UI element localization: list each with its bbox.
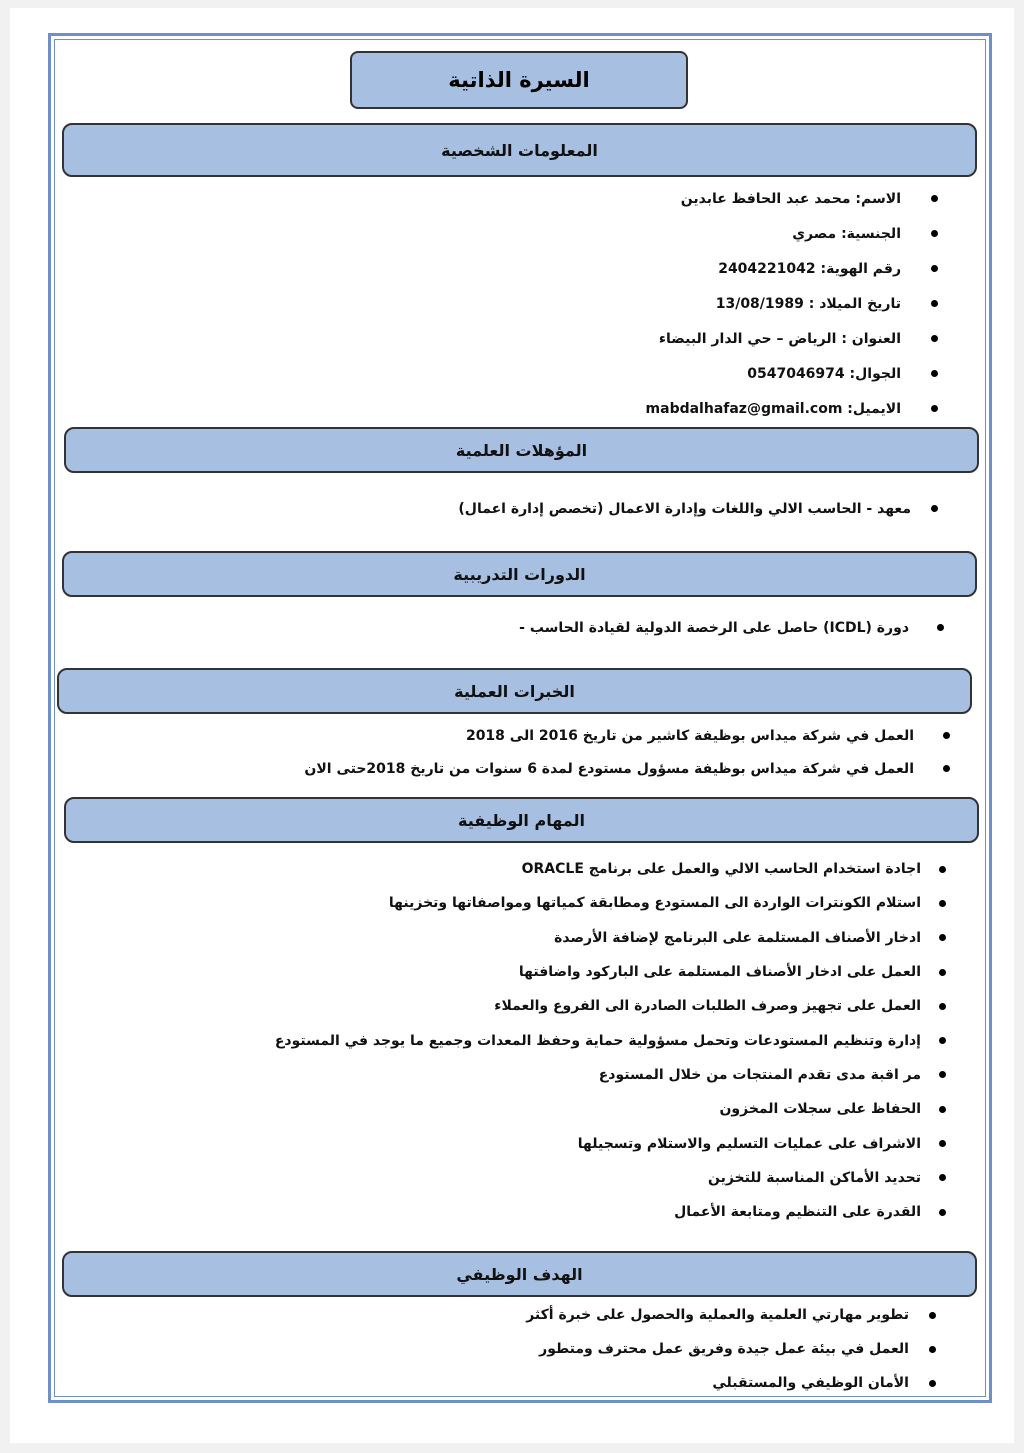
list-item-text: الحفاظ على سجلات المخزون [719, 1101, 921, 1118]
list-item [70, 1195, 946, 1229]
list-item [70, 356, 938, 391]
qualifications-header: المؤهلات العلمية [64, 427, 979, 473]
list-item-text: ادخار الأصناف المستلمة على البرنامج لإضافة الأرصدة [554, 929, 921, 946]
list-item-text: استلام الكونترات الواردة الى المستودع ومطابقة كمياتها ومواصفاتها وتخزينها [388, 895, 921, 912]
bullet-icon [931, 265, 938, 272]
list-item [70, 321, 938, 356]
list-item [70, 921, 946, 955]
list-item [70, 1126, 946, 1160]
list-item-text: الاشراف على عمليات التسليم والاستلام وتسجيلها [577, 1135, 921, 1152]
list-item-text: تحديد الأماكن المناسبة للتخزين [707, 1169, 921, 1186]
bullet-icon [931, 370, 938, 377]
list-item-text: القدرة على التنظيم ومتابعة الأعمال [674, 1204, 921, 1221]
list-item [70, 1058, 946, 1092]
bullet-icon [939, 1209, 946, 1216]
duties-list [70, 852, 946, 1229]
list-item [70, 719, 950, 752]
bullet-icon [939, 1174, 946, 1181]
list-item [70, 1092, 946, 1126]
list-item-text: معهد - الحاسب الالي واللغات وإدارة الاعمال (تخصص إدارة اعمال) [458, 500, 911, 517]
bullet-icon [931, 405, 938, 412]
bullet-icon [929, 1380, 936, 1387]
list-item-text: دورة (ICDL) حاصل على الرخصة الدولية لقيادة الحاسب - [519, 619, 909, 636]
bullet-icon [931, 300, 938, 307]
list-item [70, 1366, 936, 1400]
bullet-icon [931, 195, 938, 202]
bullet-icon [943, 765, 950, 772]
list-item-text: العمل في شركة ميداس بوظيفة كاشير من تاريخ 2016 الى 2018 [465, 727, 914, 744]
duties-header: المهام الوظيفية [64, 797, 979, 843]
bullet-icon [929, 1312, 936, 1319]
list-item-text: رقم الهوية: 2404221042 [718, 260, 901, 277]
list-item [70, 610, 944, 645]
experience-list [70, 719, 950, 785]
list-item [70, 1023, 946, 1057]
cv-title: السيرة الذاتية [350, 51, 688, 109]
bullet-icon [931, 230, 938, 237]
bullet-icon [939, 1037, 946, 1044]
list-item-text: الجنسية: مصري [792, 225, 901, 242]
list-item [70, 286, 938, 321]
bullet-icon [937, 624, 944, 631]
list-item [70, 1332, 936, 1366]
list-item [70, 391, 938, 426]
list-item [70, 491, 938, 526]
bullet-icon [929, 1346, 936, 1353]
list-item-text: الاسم: محمد عبد الحافظ عابدين [680, 190, 901, 207]
list-item-text: العمل في بيئة عمل جيدة وفريق عمل محترف ومتطور [539, 1341, 909, 1357]
bullet-icon [939, 900, 946, 907]
list-item [70, 989, 946, 1023]
list-item-text: اجادة استخدام الحاسب الالي والعمل على برنامج ORACLE [521, 861, 921, 878]
list-item [70, 251, 938, 286]
courses-header: الدورات التدريبية [62, 551, 977, 597]
courses-list [70, 610, 944, 645]
bullet-icon [939, 1071, 946, 1078]
bullet-icon [939, 866, 946, 873]
bullet-icon [939, 969, 946, 976]
list-item [70, 955, 946, 989]
list-item-text: الأمان الوظيفي والمستقبلي [712, 1375, 909, 1391]
bullet-icon [939, 934, 946, 941]
list-item-text: تاريخ الميلاد : 13/08/1989 [715, 295, 901, 312]
list-item [70, 181, 938, 216]
personal-info-list [70, 181, 938, 426]
list-item-text: العنوان : الرياض – حي الدار البيضاء [658, 330, 901, 347]
list-item-text: الايميل: mabdalhafaz@gmail.com [645, 400, 901, 417]
list-item [70, 1298, 936, 1332]
list-item-text: العمل على تجهيز وصرف الطلبات الصادرة الى الفروع والعملاء [494, 998, 921, 1015]
bullet-icon [939, 1140, 946, 1147]
list-item-text: العمل على ادخار الأصناف المستلمة على الباركود واضافتها [518, 964, 921, 981]
objective-list [70, 1298, 936, 1400]
list-item-text: إدارة وتنظيم المستودعات وتحمل مسؤولية حماية وحفظ المعدات وجميع ما يوجد في المستودع [274, 1032, 921, 1049]
list-item [70, 852, 946, 886]
list-item-text: العمل في شركة ميداس بوظيفة مسؤول مستودع لمدة 6 سنوات من تاريخ 2018حتى الان [304, 760, 914, 777]
list-item-text: مر اقبة مدى تقدم المنتجات من خلال المستودع [598, 1066, 921, 1083]
qualifications-list [70, 491, 938, 526]
objective-header: الهدف الوظيفي [62, 1251, 977, 1297]
list-item [70, 886, 946, 920]
personal-info-header: المعلومات الشخصية [62, 123, 977, 177]
list-item [70, 1161, 946, 1195]
bullet-icon [931, 335, 938, 342]
list-item-text: الجوال: 0547046974 [747, 365, 901, 382]
experience-header: الخبرات العملية [57, 668, 972, 714]
bullet-icon [931, 505, 938, 512]
bullet-icon [939, 1106, 946, 1113]
list-item-text: تطوير مهارتي العلمية والعملية والحصول على خبرة أكثر [526, 1307, 909, 1323]
bullet-icon [939, 1003, 946, 1010]
list-item [70, 216, 938, 251]
bullet-icon [943, 732, 950, 739]
list-item [70, 752, 950, 785]
